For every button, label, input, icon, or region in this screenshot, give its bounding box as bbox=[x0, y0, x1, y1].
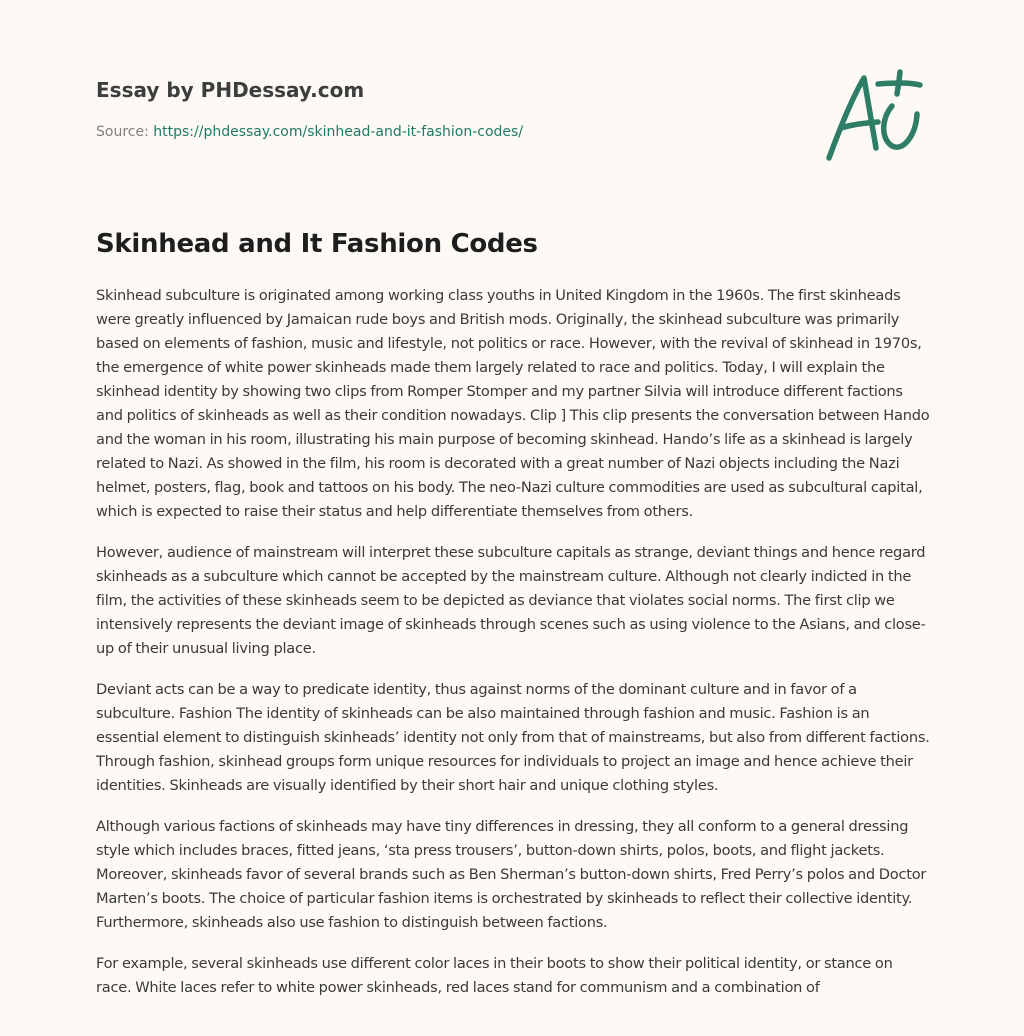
essay-title: Skinhead and It Fashion Codes bbox=[96, 229, 538, 259]
essay-paragraph: Although various factions of skinheads may have tiny differences in dressing, they all conform to a general dressing style which includes braces, fitted jeans, ‘sta press trousers’, button-down shirts, polos, boots, and flight jackets. Moreover, skinheads favor of several brands such as Ben Sherman’s button-down shirts, Fred Perry’s polos and Doctor Marten’s boots. The choice of particular fashion items is orchestrated by skinheads to reflect their collective identity. Furthermore, skinheads also use fashion to distinguish between factions. bbox=[96, 818, 927, 931]
a-plus-logo-svg bbox=[820, 68, 930, 168]
a-plus-grade-icon bbox=[820, 68, 930, 168]
essay-paragraph: Skinhead subculture is originated among working class youths in United Kingdom in the 1960s. The first skinheads were greatly influenced by Jamaican rude boys and British mods. Originally, the skinhead subculture was primarily based on elements of fashion, music and lifestyle, not politics or race. However, with the revival of skinhead in 1970s, the emergence of white power skinheads made them largely related to race and politics. Today, I will explain the skinhead identity by showing two clips from Romper Stomper and my partner Silvia will introduce different factions and politics of skinheads as well as their condition nowadays. Clip ] This clip presents the conversation between Hando and the woman in his room, illustrating his main purpose of becoming skinhead. Hando’s life as a skinhead is largely related to Nazi. As showed in the film, his room is decorated with a great number of Nazi objects including the Nazi helmet, posters, flag, book and tattoos on his body. The neo-Nazi culture commodities are used as subcultural capital, which is expected to raise their status and help differentiate themselves from others. bbox=[96, 287, 930, 520]
essay-paragraph: Deviant acts can be a way to predicate identity, thus against norms of the dominant culture and in favor of a subculture. Fashion The identity of skinheads can be also maintained through fashion and music. Fashion is an essential element to distinguish skinheads’ identity not only from that of mainstreams, but also from different factions. Through fashion, skinhead groups form unique resources for individuals to project an image and hence achieve their identities. Skinheads are visually identified by their short hair and unique clothing styles. bbox=[96, 681, 930, 794]
brand-title: Essay by PHDessay.com bbox=[96, 78, 365, 102]
source-link[interactable]: https://phdessay.com/skinhead-and-it-fashion-codes/ bbox=[153, 124, 524, 140]
essay-paragraph: For example, several skinheads use different color laces in their boots to show their political identity, or stance on race. White laces refer to white power skinheads, red laces stand for communism and a combination of bbox=[96, 955, 893, 996]
essay-paragraph: However, audience of mainstream will interpret these subculture capitals as strange, deviant things and hence regard skinheads as a subculture which cannot be accepted by the mainstream culture. Although not clearly indicted in the film, the activities of these skinheads seem to be depicted as deviance that violates social norms. The first clip we intensively represents the deviant image of skinheads through scenes such as using violence to the Asians, and close-up of their unusual living place. bbox=[96, 544, 926, 657]
source-label: Source: bbox=[96, 124, 154, 140]
essay-header bbox=[96, 78, 796, 141]
source-line bbox=[96, 123, 796, 141]
essay-body bbox=[96, 284, 930, 1017]
